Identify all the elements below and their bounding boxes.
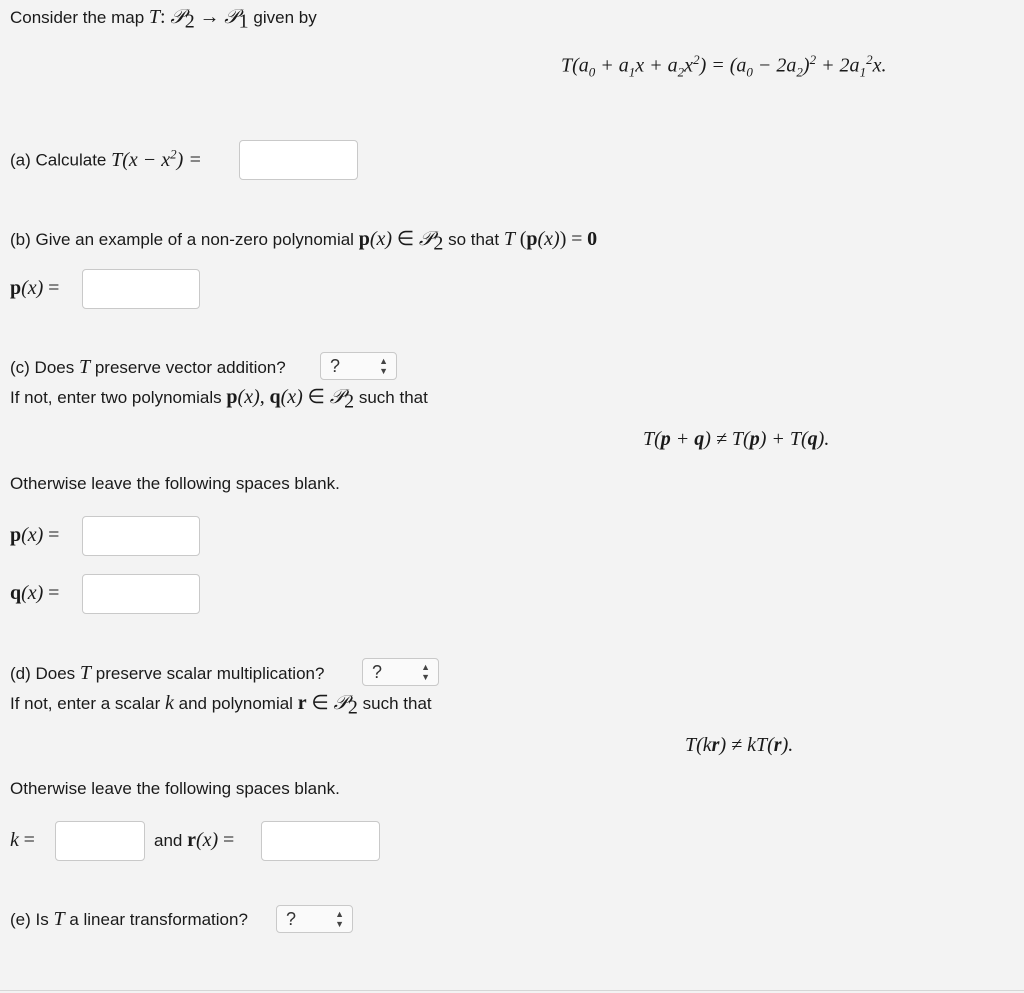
part-d-r-input[interactable] <box>261 821 380 861</box>
part-a-expression: $T(x - x^2)$ = <box>111 146 202 171</box>
part-e-question: (e) Is T a linear transformation? <box>10 908 248 930</box>
select-arrows-icon: ▲ ▼ <box>379 356 388 376</box>
part-b-p-input[interactable] <box>82 269 200 309</box>
part-d-select-value: ? <box>372 662 383 682</box>
part-e-select[interactable] <box>276 905 353 933</box>
part-b-so-that: so that <box>448 230 500 249</box>
part-d-question-text: preserve scalar multiplication? <box>95 664 325 683</box>
part-c-select-value: ? <box>330 356 341 376</box>
part-a-answer-input[interactable] <box>239 140 358 180</box>
part-c-q-label: q(x) = <box>10 582 60 604</box>
part-c-question: (c) Does T preserve vector addition? <box>10 356 286 378</box>
part-c-line2-suffix: such that <box>358 388 428 407</box>
part-c-question-text: preserve vector addition? <box>94 358 286 377</box>
part-d-and: and <box>154 831 183 850</box>
part-d-k-input[interactable] <box>55 821 145 861</box>
part-a-label: (a) Calculate <box>10 150 107 170</box>
part-d-r-label: and r(x) = <box>154 829 235 851</box>
part-c-blank-note: Otherwise leave the following spaces blank. <box>10 474 340 493</box>
part-d-line2-prefix: If not, enter a scalar <box>10 694 161 713</box>
part-d-line2-suffix: such that <box>362 694 432 713</box>
map-formula: $T(a_0 + a_1x + a_2x^2) = (a_0 - 2a_2)^2 + 2a_1^2x$. <box>561 52 887 80</box>
part-c-instructions: If not, enter two polynomials p(x), q(x) ∈ 𝒫$_2$ such that <box>10 386 428 413</box>
part-d-blank-note: Otherwise leave the following spaces blank. <box>10 779 340 798</box>
part-c-q-input[interactable] <box>82 574 200 614</box>
select-arrows-icon: ▲ ▼ <box>421 662 430 682</box>
part-e-label: (e) Is <box>10 910 49 929</box>
part-c-p-label: p(x) = <box>10 524 60 546</box>
part-d-label: (d) Does <box>10 664 76 683</box>
part-c-line2-prefix: If not, enter two polynomials <box>10 388 222 407</box>
part-b-p-label: p(x) = <box>10 277 60 299</box>
part-c-inequality: T(p + q) ≠ T(p) + T(q). <box>643 428 830 450</box>
bottom-divider <box>0 990 1024 991</box>
part-e-question-text: a linear transformation? <box>69 910 248 929</box>
part-c-p-input[interactable] <box>82 516 200 556</box>
part-d-question: (d) Does T preserve scalar multiplication? <box>10 662 325 684</box>
part-b-label: (b) Give an example of a non-zero polynomial <box>10 230 354 249</box>
part-d-inequality: T(kr) ≠ kT(r). <box>685 734 794 756</box>
intro-suffix: given by <box>253 8 317 27</box>
intro-line: Consider the map T: 𝒫$_2$ → 𝒫$_1$ given by <box>10 6 317 33</box>
part-d-line2-mid: and polynomial <box>178 694 293 713</box>
select-arrows-icon: ▲ ▼ <box>335 909 344 929</box>
intro-prefix: Consider the map <box>10 8 145 27</box>
part-c-label: (c) Does <box>10 358 75 377</box>
part-e-select-value: ? <box>286 909 297 929</box>
part-c-select[interactable] <box>320 352 397 380</box>
part-d-instructions: If not, enter a scalar k and polynomial r ∈ 𝒫$_2$ such that <box>10 692 432 719</box>
part-a-prompt <box>10 146 202 172</box>
part-d-k-label: k = <box>10 829 35 851</box>
part-b-prompt: (b) Give an example of a non-zero polynomial p(x) ∈ 𝒫$_2$ so that T (p(x)) = 0 <box>10 228 598 255</box>
part-d-select[interactable] <box>362 658 439 686</box>
